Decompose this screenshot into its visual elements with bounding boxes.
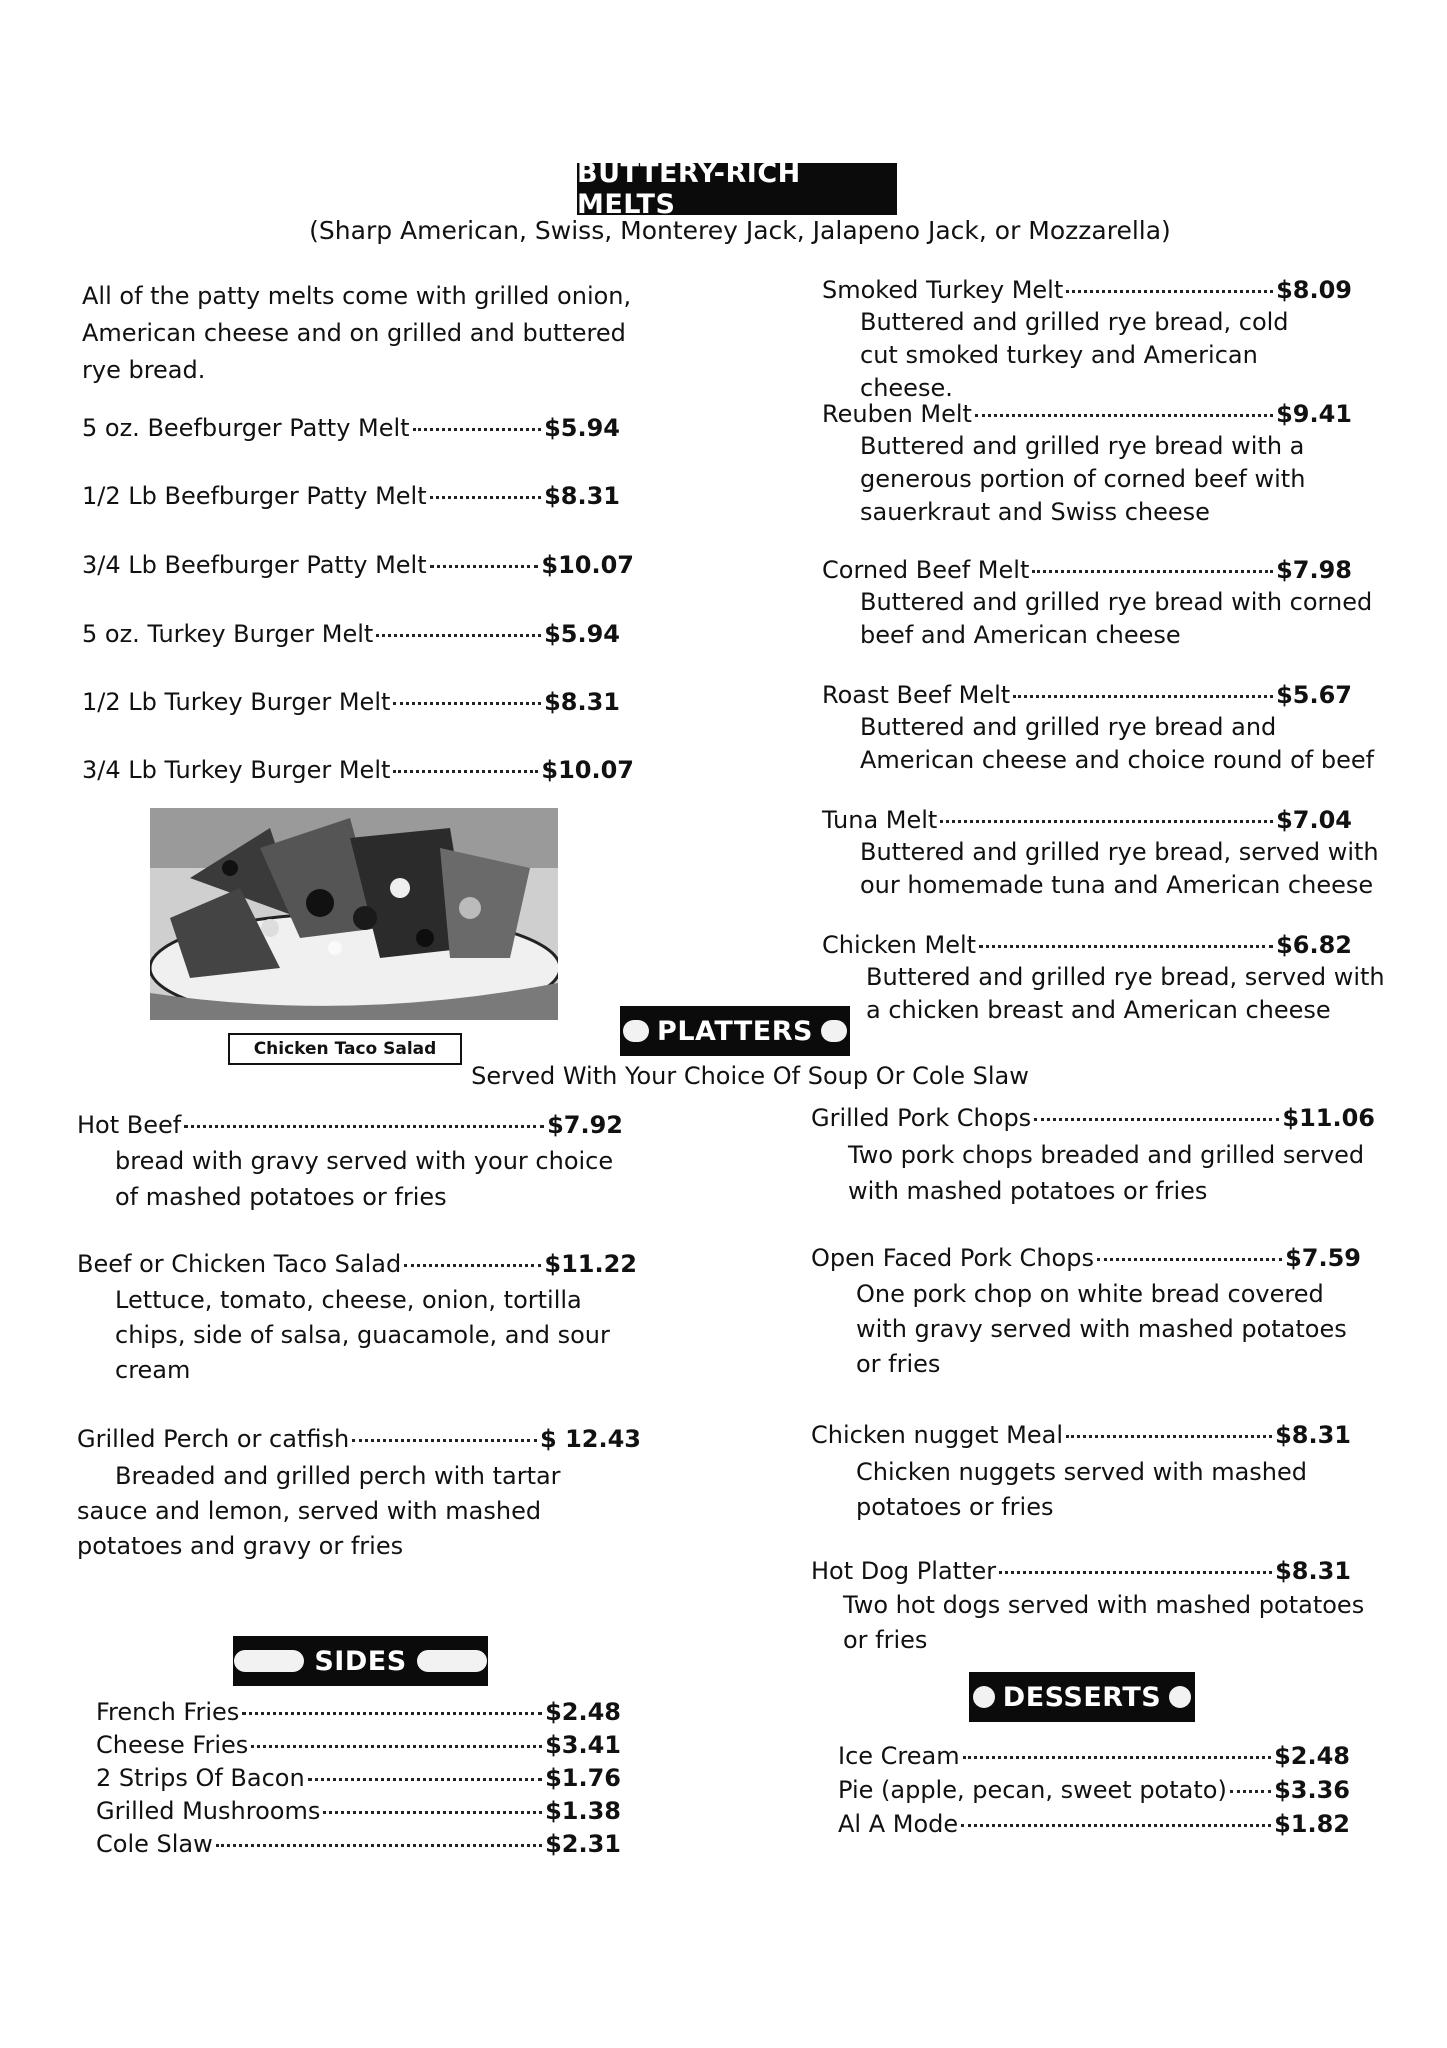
menu-item (82, 482, 620, 510)
leader-dots (393, 770, 538, 773)
menu-item (82, 620, 620, 648)
item-price: $ 12.43 (540, 1425, 641, 1453)
item-price: $2.31 (545, 1830, 621, 1858)
leader-dots (979, 945, 1273, 948)
item-price: $3.36 (1274, 1776, 1350, 1804)
leader-dots (1097, 1258, 1282, 1261)
sides-title: SIDES (314, 1645, 407, 1677)
item-name: Grilled Mushrooms (96, 1797, 321, 1825)
menu-item (82, 688, 620, 716)
platters-title: PLATTERS (657, 1015, 813, 1047)
desserts-banner (969, 1672, 1195, 1722)
item-price: $11.06 (1282, 1104, 1375, 1132)
item-name: 5 oz. Turkey Burger Melt (82, 620, 374, 648)
leader-dots (999, 1571, 1272, 1574)
menu-item (811, 1557, 1351, 1585)
item-name: Hot Dog Platter (811, 1557, 997, 1585)
item-price: $9.41 (1276, 400, 1352, 428)
leader-dots (940, 820, 1273, 823)
leader-dots (1032, 570, 1273, 573)
item-price: $11.22 (544, 1250, 637, 1278)
item-price: $8.31 (1275, 1421, 1351, 1449)
leader-dots (251, 1745, 542, 1748)
menu-item (822, 400, 1352, 428)
pill-icon (821, 1020, 847, 1042)
menu-item (822, 556, 1352, 584)
item-price: $3.41 (545, 1731, 621, 1759)
item-description: One pork chop on white bread covered with gravy served with mashed potatoes or fries (856, 1280, 1347, 1378)
menu-item (811, 1104, 1375, 1132)
item-name: Beef or Chicken Taco Salad (77, 1250, 402, 1278)
menu-item (96, 1797, 621, 1825)
leader-dots (352, 1439, 537, 1442)
item-name: French Fries (96, 1698, 240, 1726)
item-price: $2.48 (545, 1698, 621, 1726)
leader-dots (963, 1756, 1271, 1759)
item-description: Buttered and grilled rye bread with a generous portion of corned beef with sauerkraut and Swiss cheese (860, 432, 1306, 526)
leader-dots (1013, 695, 1273, 698)
menu-item (811, 1421, 1351, 1449)
leader-dots (1230, 1790, 1271, 1793)
item-price: $5.94 (544, 414, 620, 442)
item-description: Buttered and grilled rye bread, cold cut smoked turkey and American cheese. (860, 308, 1289, 402)
menu-item (77, 1425, 641, 1453)
menu-item (822, 681, 1352, 709)
leader-dots (216, 1844, 542, 1847)
item-price: $7.04 (1276, 806, 1352, 834)
item-name: Chicken Melt (822, 931, 977, 959)
leader-dots (404, 1264, 541, 1267)
leader-dots (430, 496, 541, 499)
menu-item (96, 1764, 621, 1792)
item-price: $1.76 (545, 1764, 621, 1792)
menu-item (822, 276, 1352, 304)
leader-dots (413, 428, 542, 431)
leader-dots (308, 1778, 542, 1781)
item-description: Two hot dogs served with mashed potatoes or fries (843, 1591, 1365, 1654)
item-price: $10.07 (541, 756, 634, 784)
leader-dots (975, 414, 1273, 417)
item-price: $7.92 (547, 1111, 623, 1139)
item-description: Buttered and grilled rye bread, served with a chicken breast and American cheese (866, 963, 1385, 1024)
desserts-title: DESSERTS (1002, 1681, 1162, 1713)
item-price: $5.94 (544, 620, 620, 648)
melts-intro: All of the patty melts come with grilled onion, American cheese and on grilled and buttered rye bread. (82, 282, 632, 384)
item-price: $7.59 (1285, 1244, 1361, 1272)
melts-title: BUTTERY-RICH MELTS (577, 158, 801, 220)
pill-icon (234, 1650, 304, 1672)
pill-icon (417, 1650, 487, 1672)
menu-item (82, 551, 634, 579)
item-name: Ice Cream (838, 1742, 960, 1770)
menu-item (96, 1698, 621, 1726)
menu-item (96, 1731, 621, 1759)
pill-icon (973, 1686, 995, 1708)
menu-item (838, 1742, 1350, 1770)
item-price: $10.07 (541, 551, 634, 579)
item-description: Buttered and grilled rye bread with corned beef and American cheese (860, 588, 1373, 649)
menu-item (838, 1810, 1350, 1838)
melts-subtitle: (Sharp American, Swiss, Monterey Jack, Jalapeno Jack, or Mozzarella) (309, 216, 1171, 245)
taco-salad-image (150, 808, 558, 1020)
item-description: Breaded and grilled perch with tartar sauce and lemon, served with mashed potatoes and gravy or fries (77, 1462, 561, 1560)
menu-item (82, 756, 634, 784)
melts-banner (577, 158, 897, 220)
sides-banner (233, 1636, 488, 1686)
item-price: $8.09 (1276, 276, 1352, 304)
menu-item (82, 414, 620, 442)
pill-icon (623, 1020, 649, 1042)
item-name: Roast Beef Melt (822, 681, 1011, 709)
item-name: Smoked Turkey Melt (822, 276, 1064, 304)
item-name: Cheese Fries (96, 1731, 249, 1759)
photo-caption: Chicken Taco Salad (228, 1033, 462, 1065)
item-name: 1/2 Lb Beefburger Patty Melt (82, 482, 427, 510)
item-price: $6.82 (1276, 931, 1352, 959)
leader-dots (1034, 1118, 1279, 1121)
item-name: 1/2 Lb Turkey Burger Melt (82, 688, 391, 716)
item-name: Reuben Melt (822, 400, 972, 428)
item-price: $5.67 (1276, 681, 1352, 709)
leader-dots (1066, 290, 1273, 293)
menu-item (96, 1830, 621, 1858)
taco-salad-photo (150, 808, 558, 1020)
leader-dots (961, 1824, 1271, 1827)
platters-banner (620, 1006, 850, 1056)
menu-item (77, 1111, 623, 1139)
item-name: Grilled Pork Chops (811, 1104, 1032, 1132)
item-name: Corned Beef Melt (822, 556, 1030, 584)
leader-dots (393, 702, 541, 705)
item-name: Cole Slaw (96, 1830, 213, 1858)
item-name: Pie (apple, pecan, sweet potato) (838, 1776, 1227, 1804)
item-price: $1.38 (545, 1797, 621, 1825)
leader-dots (376, 634, 541, 637)
leader-dots (1066, 1435, 1272, 1438)
menu-item (811, 1244, 1361, 1272)
menu-item (822, 931, 1352, 959)
item-description: Chicken nuggets served with mashed potatoes or fries (856, 1458, 1307, 1521)
menu-item (822, 806, 1352, 834)
item-name: Al A Mode (838, 1810, 959, 1838)
item-name: Hot Beef (77, 1111, 182, 1139)
item-price: $8.31 (1275, 1557, 1351, 1585)
leader-dots (242, 1712, 542, 1715)
item-price: $2.48 (1274, 1742, 1350, 1770)
item-name: Grilled Perch or catfish (77, 1425, 350, 1453)
item-name: Tuna Melt (822, 806, 938, 834)
platters-subtitle: Served With Your Choice Of Soup Or Cole Slaw (471, 1062, 1029, 1090)
leader-dots (184, 1125, 544, 1128)
item-name: Chicken nugget Meal (811, 1421, 1064, 1449)
item-price: $8.31 (544, 688, 620, 716)
item-name: 3/4 Lb Beefburger Patty Melt (82, 551, 427, 579)
item-name: Open Faced Pork Chops (811, 1244, 1094, 1272)
item-description: Buttered and grilled rye bread, served with our homemade tuna and American cheese (860, 838, 1379, 899)
item-price: $8.31 (544, 482, 620, 510)
item-description: Buttered and grilled rye bread and American cheese and choice round of beef (860, 713, 1375, 774)
item-description: bread with gravy served with your choice of mashed potatoes or fries (115, 1147, 614, 1211)
menu-item (77, 1250, 637, 1278)
item-name: 5 oz. Beefburger Patty Melt (82, 414, 410, 442)
pill-icon (1169, 1686, 1191, 1708)
item-price: $7.98 (1276, 556, 1352, 584)
leader-dots (430, 565, 539, 568)
menu-item (838, 1776, 1350, 1804)
item-description: Two pork chops breaded and grilled served with mashed potatoes or fries (848, 1141, 1365, 1205)
item-description: Lettuce, tomato, cheese, onion, tortilla chips, side of salsa, guacamole, and sour cream (115, 1286, 610, 1384)
item-price: $1.82 (1274, 1810, 1350, 1838)
item-name: 3/4 Lb Turkey Burger Melt (82, 756, 391, 784)
leader-dots (323, 1811, 542, 1814)
item-name: 2 Strips Of Bacon (96, 1764, 305, 1792)
